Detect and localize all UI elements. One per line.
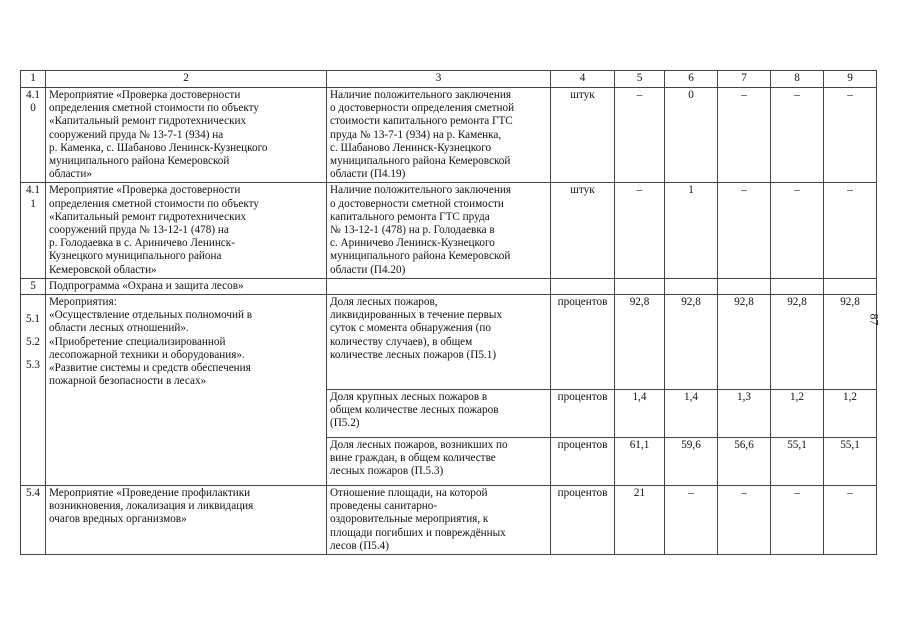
value-cell: – xyxy=(824,183,877,278)
event-line: р. Голодаевка в с. Ариничево Ленинск- xyxy=(49,237,235,250)
empty-cell xyxy=(665,278,718,294)
empty-cell xyxy=(327,278,551,294)
header-cell: 7 xyxy=(718,71,771,88)
indicator-cell xyxy=(327,390,551,438)
indicator-cell xyxy=(327,486,551,555)
row-number: 4.10 xyxy=(21,88,46,183)
unit-cell: штук xyxy=(551,88,615,183)
indicator-line: Наличие положительного заключения xyxy=(330,184,512,197)
value-cell: 0 xyxy=(665,88,718,183)
event-line: муниципального района Кемеровской xyxy=(49,155,230,168)
indicator-line: муниципального района Кемеровской xyxy=(330,155,511,168)
subprogram-title: Подпрограмма «Охрана и защита лесов» xyxy=(46,278,327,294)
value-cell: 1 xyxy=(665,183,718,278)
row-number: 5.2 xyxy=(26,336,40,349)
empty-cell xyxy=(771,278,824,294)
event-cell xyxy=(46,88,327,183)
indicator-line: вине граждан, в общем количестве xyxy=(330,452,496,465)
value-cell: – xyxy=(665,486,718,555)
indicator-line: суток с момента обнаружения (по xyxy=(330,322,491,335)
value-cell: 61,1 xyxy=(615,438,665,486)
value-cell: 92,8 xyxy=(824,295,877,390)
unit-cell: процентов xyxy=(551,295,615,390)
value-cell: 1,2 xyxy=(771,390,824,438)
unit-cell: штук xyxy=(551,183,615,278)
event-line: лесопожарной техники и оборудования». xyxy=(49,348,245,361)
event-line: «Осуществление отдельных полномочий в xyxy=(49,309,253,322)
indicator-line: пруда № 13-7-1 (934) на р. Каменка, xyxy=(330,128,502,141)
empty-cell xyxy=(824,278,877,294)
value-cell: 56,6 xyxy=(718,438,771,486)
row-number: 5.4 xyxy=(21,486,46,555)
event-line: сооружений пруда № 13-7-1 (934) на xyxy=(49,128,224,141)
event-line: области лесных отношений». xyxy=(49,322,189,335)
indicator-line: лесов (П5.4) xyxy=(330,539,389,552)
indicator-line: муниципального района Кемеровской xyxy=(330,250,511,263)
event-line: Кузнецкого муниципального района xyxy=(49,250,222,263)
value-cell: – xyxy=(615,183,665,278)
unit-cell: процентов xyxy=(551,390,615,438)
header-row xyxy=(21,71,877,88)
header-cell: 5 xyxy=(615,71,665,88)
indicator-line: Доля крупных лесных пожаров в xyxy=(330,391,488,404)
event-line: Мероприятие «Проведение профилактики xyxy=(49,487,251,500)
event-line: Мероприятие «Проверка достоверности xyxy=(49,184,241,197)
value-cell: 1,4 xyxy=(665,390,718,438)
value-cell: 92,8 xyxy=(665,295,718,390)
indicator-line: лесных пожаров (П.5.3) xyxy=(330,465,444,478)
value-cell: – xyxy=(771,486,824,555)
event-line: «Развитие системы и средств обеспечения xyxy=(49,362,251,375)
event-line: определения сметной стоимости по объекту xyxy=(49,197,260,210)
indicator-cell xyxy=(327,183,551,278)
event-cell xyxy=(46,486,327,555)
value-cell: – xyxy=(824,486,877,555)
indicator-line: области (П4.19) xyxy=(330,168,406,181)
empty-cell xyxy=(615,278,665,294)
indicators-table xyxy=(20,70,877,555)
indicator-line: (П5.2) xyxy=(330,417,360,430)
value-cell: 92,8 xyxy=(615,295,665,390)
indicator-line: стоимости капитального ремонта ГТС xyxy=(330,115,513,128)
indicator-line: Доля лесных пожаров, возникших по xyxy=(330,439,508,452)
header-cell: 2 xyxy=(46,71,327,88)
indicator-line: капитального ремонта ГТС пруда xyxy=(330,210,490,223)
event-line: р. Каменка, с. Шабаново Ленинск-Кузнецкого xyxy=(49,141,268,154)
indicator-line: Наличие положительного заключения xyxy=(330,89,512,101)
indicator-cell xyxy=(327,438,551,486)
value-cell: 1,4 xyxy=(615,390,665,438)
value-cell: – xyxy=(718,88,771,183)
value-cell: – xyxy=(824,88,877,183)
page-number: 87 xyxy=(867,313,882,326)
header-cell: 9 xyxy=(824,71,877,88)
value-cell: 1,2 xyxy=(824,390,877,438)
event-line: определения сметной стоимости по объекту xyxy=(49,102,260,115)
table-row xyxy=(21,486,877,555)
value-cell: 55,1 xyxy=(824,438,877,486)
value-cell: – xyxy=(771,183,824,278)
indicator-cell xyxy=(327,295,551,390)
indicator-line: Доля лесных пожаров, xyxy=(330,296,438,309)
row-number: 5.1 xyxy=(26,313,40,326)
event-line: «Капитальный ремонт гидротехнических xyxy=(49,115,247,128)
value-cell: 55,1 xyxy=(771,438,824,486)
row-number: 5 xyxy=(21,278,46,294)
value-cell: 92,8 xyxy=(718,295,771,390)
event-line: Мероприятие «Проверка достоверности xyxy=(49,89,241,101)
header-cell: 3 xyxy=(327,71,551,88)
unit-cell: процентов xyxy=(551,438,615,486)
indicator-cell xyxy=(327,88,551,183)
unit-cell: процентов xyxy=(551,486,615,555)
value-cell: – xyxy=(615,88,665,183)
row-number: 4.11 xyxy=(21,183,46,278)
row-number-stack xyxy=(21,295,46,486)
table-row xyxy=(21,88,877,183)
event-line: Мероприятия: xyxy=(49,296,117,309)
value-cell: – xyxy=(718,183,771,278)
subprogram-row xyxy=(21,278,877,294)
event-cell xyxy=(46,183,327,278)
indicator-line: о достоверности сметной стоимости xyxy=(330,197,504,210)
indicator-line: с. Ариничево Ленинск-Кузнецкого xyxy=(330,237,495,250)
event-line: пожарной безопасности в лесах» xyxy=(49,375,207,388)
event-line: области» xyxy=(49,168,92,181)
indicator-line: оздоровительные мероприятия, к xyxy=(330,513,489,526)
event-cell xyxy=(46,295,327,486)
value-cell: 59,6 xyxy=(665,438,718,486)
indicator-line: проведены санитарно- xyxy=(330,500,438,513)
indicator-line: площади погибших и повреждённых xyxy=(330,526,506,539)
value-cell: 21 xyxy=(615,486,665,555)
indicator-line: с. Шабаново Ленинск-Кузнецкого xyxy=(330,141,492,154)
value-cell: 1,3 xyxy=(718,390,771,438)
indicator-line: о достоверности определения сметной xyxy=(330,102,515,115)
row-number: 5.3 xyxy=(26,359,40,372)
header-cell: 6 xyxy=(665,71,718,88)
value-cell: – xyxy=(771,88,824,183)
event-line: очагов вредных организмов» xyxy=(49,513,187,526)
event-line: сооружений пруда № 13-12-1 (478) на xyxy=(49,224,229,237)
table-row xyxy=(21,295,877,390)
header-cell: 1 xyxy=(21,71,46,88)
event-line: «Приобретение специализированной xyxy=(49,335,226,348)
event-line: «Капитальный ремонт гидротехнических xyxy=(49,210,247,223)
empty-cell xyxy=(718,278,771,294)
indicator-line: Отношение площади, на которой xyxy=(330,487,488,500)
header-cell: 8 xyxy=(771,71,824,88)
indicator-line: ликвидированных в течение первых xyxy=(330,309,503,322)
event-line: Кемеровской области» xyxy=(49,263,157,276)
event-line: возникновения, локализация и ликвидация xyxy=(49,500,254,513)
indicator-line: количестве лесных пожаров (П5.1) xyxy=(330,348,497,361)
indicator-line: общем количестве лесных пожаров xyxy=(330,404,499,417)
indicator-line: области (П4.20) xyxy=(330,263,406,276)
indicator-line: количеству случаев), в общем xyxy=(330,335,473,348)
value-cell: 92,8 xyxy=(771,295,824,390)
header-cell: 4 xyxy=(551,71,615,88)
value-cell: – xyxy=(718,486,771,555)
empty-cell xyxy=(551,278,615,294)
table-row xyxy=(21,183,877,278)
indicator-line: № 13-12-1 (478) на р. Голодаевка в xyxy=(330,224,495,237)
